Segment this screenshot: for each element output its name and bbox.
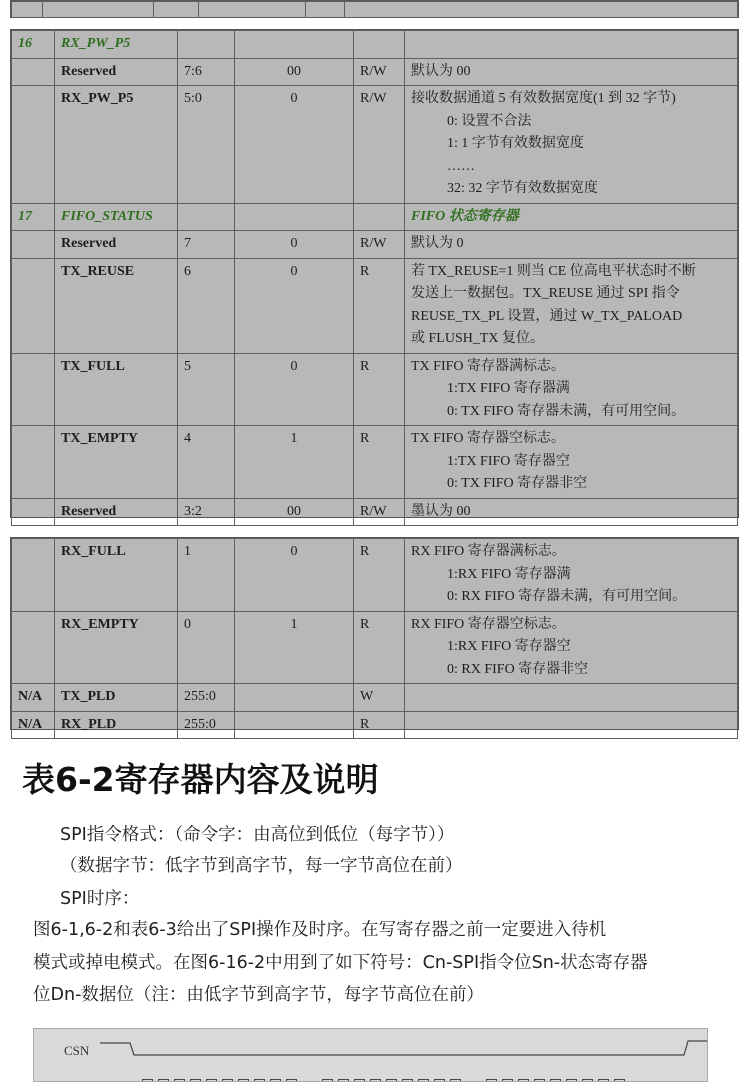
description-line: 接收数据通道 5 有效数据宽度(1 到 32 字节) [411, 91, 676, 106]
description-line: 1:RX FIFO 寄存器满 [447, 566, 571, 582]
cell-bits: 6 [178, 258, 235, 353]
description-line: 0: TX FIFO 寄存器非空 [447, 476, 588, 491]
description-line: 默认为 00 [411, 63, 471, 79]
register-table-top [11, 1, 738, 18]
cell-bits [178, 31, 235, 59]
table-row [12, 231, 738, 259]
cell-description [405, 539, 738, 612]
cell-bits: 5 [178, 353, 235, 426]
register-table-1 [10, 29, 739, 518]
cell-name: FIFO_STATUS [55, 203, 178, 231]
table-row [12, 684, 738, 712]
register-table-1-grid [11, 30, 738, 526]
cell-bits: 1 [178, 539, 235, 612]
cell-rw: W [354, 684, 405, 712]
description-line: 0: RX FIFO 寄存器非空 [447, 661, 589, 677]
cell-description: FIFO 状态寄存器 [405, 203, 738, 231]
description-line: 若 TX_REUSE=1 则当 CE 位高电平状态时不断 [411, 263, 696, 279]
cell-name: TX_FULL [55, 353, 178, 426]
cell-rw: R [354, 611, 405, 684]
cell-bits: 7:6 [178, 58, 235, 86]
cell-description [405, 426, 738, 499]
cell-name: Reserved [55, 498, 178, 526]
cell-rw [354, 31, 405, 59]
cell-reset: 00 [235, 498, 354, 526]
description-line: 1:TX FIFO 寄存器满 [447, 381, 570, 396]
table-row [12, 611, 738, 684]
description-line: TX FIFO 寄存器空标志。 [411, 431, 566, 446]
cell-reset [235, 31, 354, 59]
cell-reset: 0 [235, 258, 354, 353]
bit-boxes [142, 1075, 630, 1082]
register-table-2 [10, 537, 739, 730]
cell-description [405, 86, 738, 204]
cell-reset: 00 [235, 58, 354, 86]
cell-bits: 5:0 [178, 86, 235, 204]
cell-addr [12, 426, 55, 499]
cell-name: TX_EMPTY [55, 426, 178, 499]
cell-reset: 0 [235, 353, 354, 426]
cell-description [405, 231, 738, 259]
description-line: REUSE_TX_PL 设置，通过 W_TX_PALOAD [411, 308, 683, 324]
cell-bits: 255:0 [178, 711, 235, 739]
spi-timing-diagram [33, 1028, 708, 1082]
description-line: 默认为 0 [411, 236, 464, 251]
cell-reset: 1 [235, 426, 354, 499]
register-header-row [12, 31, 738, 59]
cell-rw: R/W [354, 86, 405, 204]
cell-addr [12, 258, 55, 353]
cell-reset [235, 711, 354, 739]
cell-addr [12, 611, 55, 684]
paragraph-6: 位Dn-数据位（注：由低字节到高字节，每字节高位在前） [33, 985, 484, 1005]
description-line: 发送上一数据包。TX_REUSE 通过 SPI 指令 [411, 286, 680, 301]
cell-bits: 7 [178, 231, 235, 259]
cell-reset [235, 203, 354, 231]
cell-addr [12, 86, 55, 204]
description-line: …… [447, 158, 475, 174]
cell-bits [178, 203, 235, 231]
cell-reset: 1 [235, 611, 354, 684]
cell-rw: R [354, 539, 405, 612]
csn-label: CSN [64, 1043, 90, 1058]
cell-reset: 0 [235, 539, 354, 612]
description-line: 1:RX FIFO 寄存器空 [447, 639, 571, 654]
cell-addr: N/A [12, 684, 55, 712]
section-heading: 表6-2寄存器内容及说明 [22, 760, 379, 799]
description-line: 1:TX FIFO 寄存器空 [447, 453, 570, 469]
paragraph-4: 图6-1,6-2和表6-3给出了SPI操作及时序。在写寄存器之前一定要进入待机 [33, 920, 607, 940]
cell-rw [354, 203, 405, 231]
description-line: 32: 32 字节有效数据宽度 [447, 181, 598, 196]
table-row [12, 353, 738, 426]
cell-addr [12, 231, 55, 259]
cell-name: Reserved [55, 58, 178, 86]
cell-description [405, 611, 738, 684]
description-line: 0: 设置不合法 [447, 113, 532, 129]
cell-bits: 3:2 [178, 498, 235, 526]
cell-name: Reserved [55, 231, 178, 259]
cell-rw: R [354, 711, 405, 739]
cell-name: TX_PLD [55, 684, 178, 712]
cell-addr [12, 498, 55, 526]
cell-rw: R/W [354, 231, 405, 259]
cell-rw: R/W [354, 498, 405, 526]
cell-bits: 4 [178, 426, 235, 499]
cell-rw: R [354, 426, 405, 499]
cell-description [405, 58, 738, 86]
cell-name: RX_PLD [55, 711, 178, 739]
cell-name: RX_FULL [55, 539, 178, 612]
paragraph-3: SPI时序： [60, 889, 140, 909]
cell-name: RX_EMPTY [55, 611, 178, 684]
cell-name: RX_PW_P5 [55, 31, 178, 59]
cell-description [405, 31, 738, 59]
cell-reset [235, 684, 354, 712]
cell-description [405, 353, 738, 426]
description-line: TX FIFO 寄存器满标志。 [411, 358, 566, 374]
table-row [12, 426, 738, 499]
description-line: 0: TX FIFO 寄存器未满，有可用空间。 [447, 403, 686, 419]
cell-rw: R/W [354, 58, 405, 86]
cell-addr: 16 [12, 31, 55, 59]
register-table-2-grid [11, 538, 738, 739]
cell-reset: 0 [235, 231, 354, 259]
cell-reset: 0 [235, 86, 354, 204]
cell-description [405, 684, 738, 712]
cell-addr: 17 [12, 203, 55, 231]
description-line: RX FIFO 寄存器满标志。 [411, 544, 566, 559]
description-line: 1: 1 字节有效数据宽度 [447, 136, 584, 151]
cell-name: TX_REUSE [55, 258, 178, 353]
cell-addr [12, 58, 55, 86]
table-row [12, 58, 738, 86]
cell-addr [12, 353, 55, 426]
table-row [12, 498, 738, 526]
description-line: 或 FLUSH_TX 复位。 [411, 331, 545, 346]
cell-description [405, 711, 738, 739]
paragraph-2: （数据字节：低字节到高字节，每一字节高位在前） [60, 856, 463, 876]
table-row [12, 539, 738, 612]
cell-description [405, 258, 738, 353]
description-line: 0: RX FIFO 寄存器未满，有可用空间。 [447, 589, 687, 604]
cell-addr: N/A [12, 711, 55, 739]
description-line: RX FIFO 寄存器空标志。 [411, 616, 566, 632]
table-row [12, 711, 738, 739]
cell-bits: 255:0 [178, 684, 235, 712]
cell-rw: R [354, 353, 405, 426]
cell-bits: 0 [178, 611, 235, 684]
cell-name: RX_PW_P5 [55, 86, 178, 204]
table-fragment-top [10, 0, 739, 18]
paragraph-5: 模式或掉电模式。在图6-16-2中用到了如下符号：Cn-SPI指令位Sn-状态寄存器 [33, 953, 648, 973]
register-header-row [12, 203, 738, 231]
cell-description [405, 498, 738, 526]
table-row [12, 258, 738, 353]
paragraph-1: SPI指令格式：（命令字：由高位到低位（每字节）） [60, 825, 455, 845]
table-row [12, 86, 738, 204]
cell-addr [12, 539, 55, 612]
cell-rw: R [354, 258, 405, 353]
description-line: 墨认为 00 [411, 503, 471, 519]
